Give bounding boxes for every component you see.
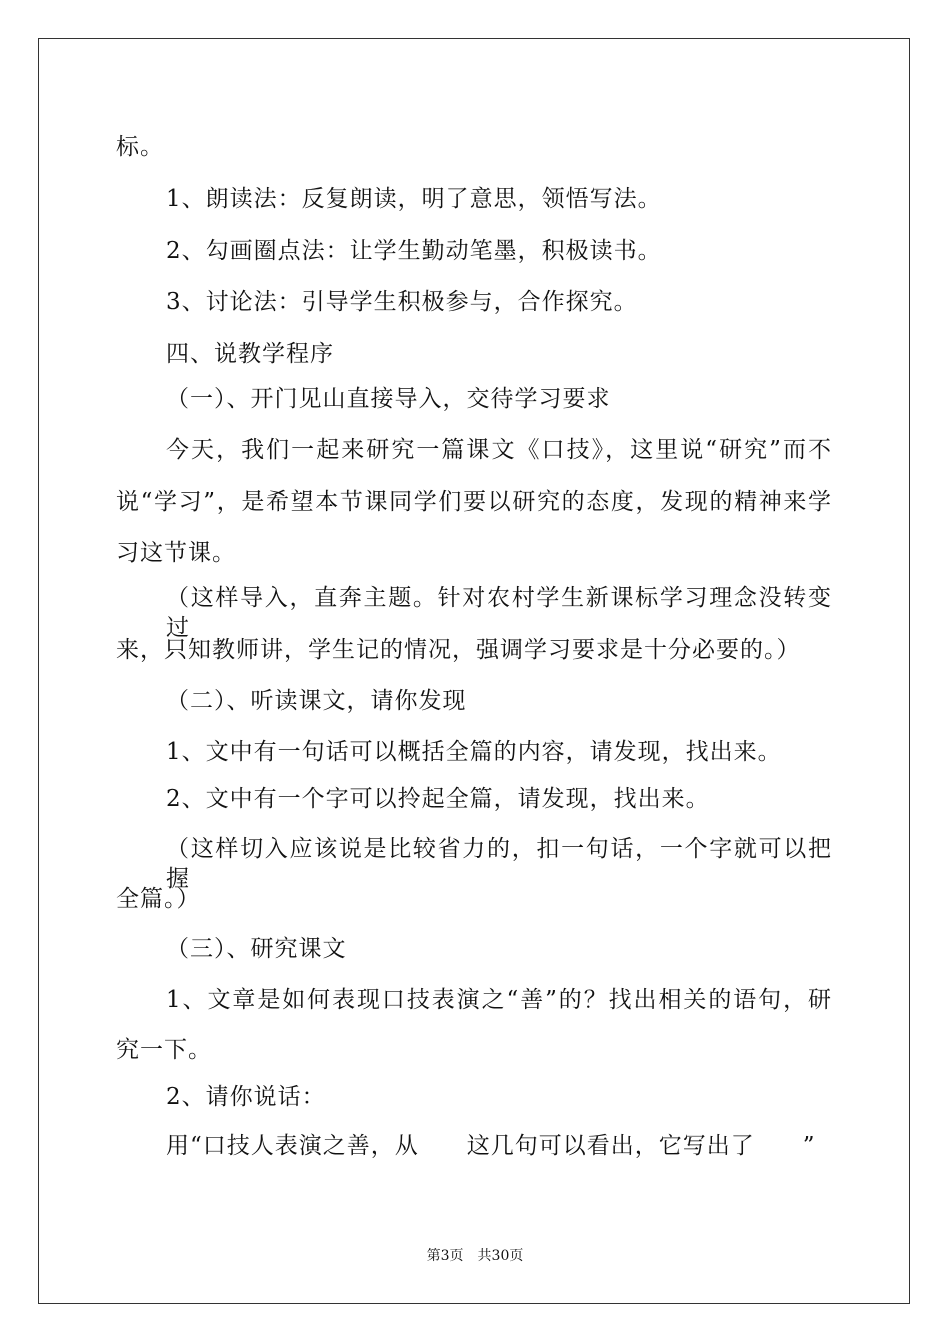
text-line: 1、朗读法：反复朗读，明了意思，领悟写法。 (166, 186, 662, 212)
text-line: 1、文中有一句话可以概括全篇的内容，请发现，找出来。 (166, 739, 782, 765)
text-line: 标。 (116, 134, 164, 160)
text-line: 说“学习”，是希望本节课同学们要以研究的态度，发现的精神来学 (116, 489, 832, 515)
section-heading: 四、说教学程序 (166, 341, 334, 367)
text-line: 习这节课。 (116, 540, 236, 566)
page-number: 第3页 (426, 1248, 464, 1264)
text-line: 2、勾画圈点法：让学生勤动笔墨，积极读书。 (166, 238, 662, 264)
text-line: 今天，我们一起来研究一篇课文《口技》，这里说“研究”而不 (166, 437, 832, 463)
subsection-heading: （二）、听读课文，请你发现 (166, 688, 467, 714)
text-line: 究一下。 (116, 1037, 212, 1063)
text-line: （这样导入，直奔主题。针对农村学生新课标学习理念没转变过 (166, 585, 832, 641)
text-line: 用“口技人表演之善，从 这几句可以看出，它写出了 ” (166, 1133, 816, 1159)
text-line: 1、文章是如何表现口技表演之“善”的？找出相关的语句，研 (166, 987, 832, 1013)
text-line: 2、请你说话： (166, 1084, 326, 1110)
text-line: 全篇。） (116, 886, 201, 912)
text-line: （这样切入应该说是比较省力的，扣一句话，一个字就可以把握 (166, 836, 832, 892)
page-border (38, 38, 910, 1304)
text-line: 来，只知教师讲，学生记的情况，强调学习要求是十分必要的。） (116, 637, 801, 663)
subsection-heading: （三）、研究课文 (166, 936, 347, 962)
page-total: 共30页 (477, 1248, 524, 1264)
text-line: 3、讨论法：引导学生积极参与，合作探究。 (166, 289, 638, 315)
subsection-heading: （一）、开门见山直接导入，交待学习要求 (166, 386, 611, 412)
page-footer (0, 1246, 950, 1266)
text-line: 2、文中有一个字可以拎起全篇，请发现，找出来。 (166, 786, 710, 812)
